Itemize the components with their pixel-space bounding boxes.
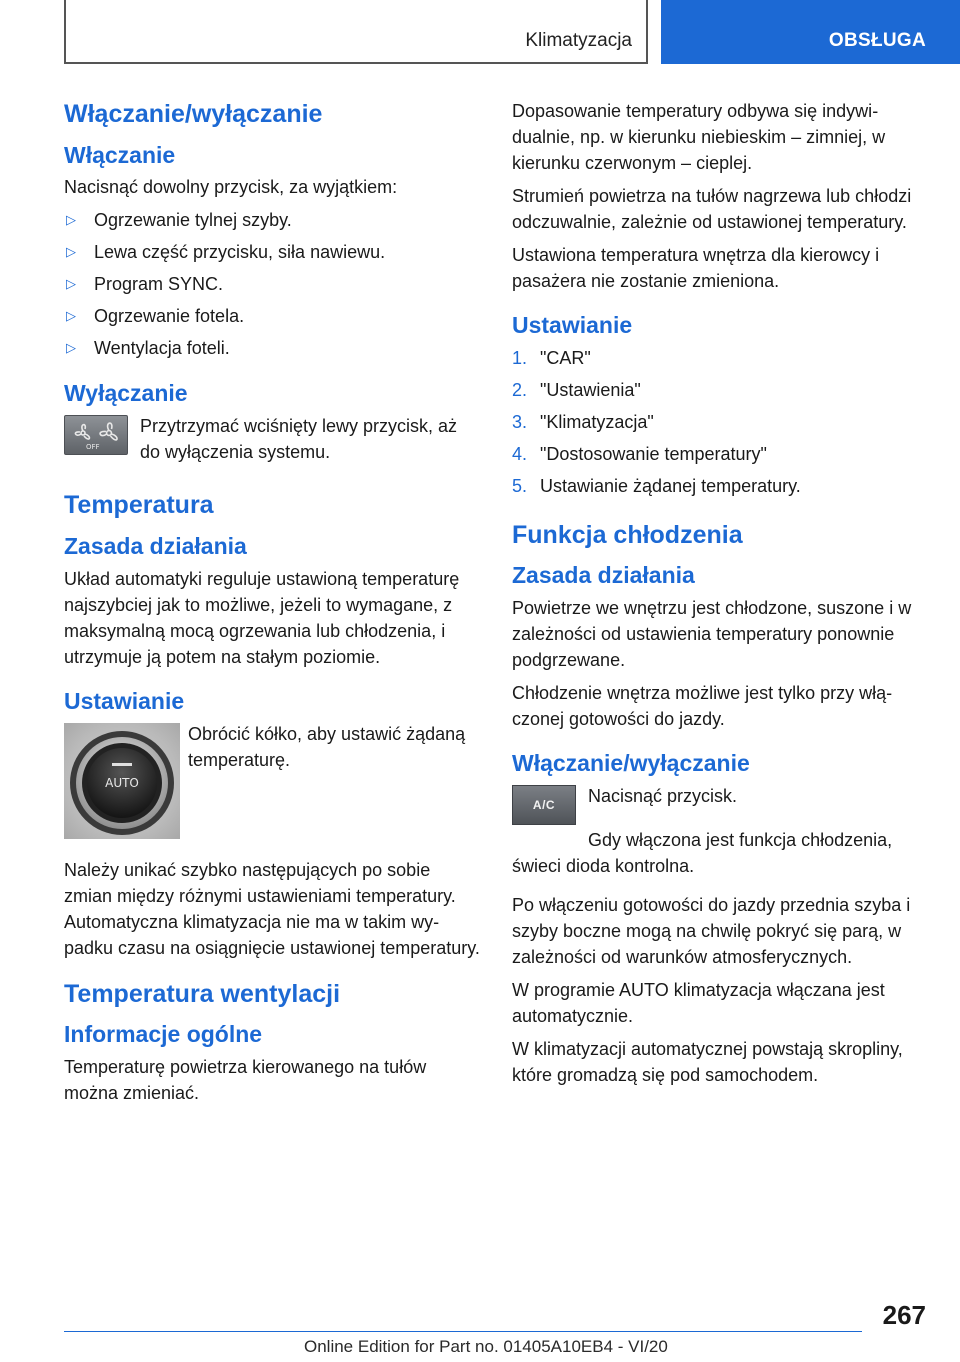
text-press: Nacisnąć przycisk. (588, 786, 738, 807)
header-section: OBSŁUGA (828, 30, 926, 51)
ac-icon: A/C (532, 798, 556, 813)
off-instruction (64, 413, 480, 465)
list-item: ▷ Wentylacja foteli. (64, 335, 480, 361)
list-item: ▷ Ogrzewanie fotela. (64, 303, 480, 329)
setting-instruction (64, 721, 480, 839)
heading-cooling: Funkcja chłodzenia (512, 520, 743, 549)
heading-onoff: Włączanie/wyłączanie (64, 100, 323, 128)
ac-button-image (512, 785, 576, 825)
heading-off: Wyłączanie (64, 380, 188, 407)
text-cooling-principle: Powietrze we wnętrzu jest chłodzone, suszone i w zależności od ustawienia temperatury ponownie podgrzewane. (512, 598, 912, 671)
footer-edition: Online Edition for Part no. 01405A10EB4 - VI/20 (304, 1337, 668, 1356)
text-principle: Układ automatyki reguluje ustawioną temperaturę najszybciej jak to możliwe, jeżeli to wymagane, z maksymalną mocą ogrzewania lub chłodzenia, i utrzymuje ją potem na stałym poziomie. (64, 568, 460, 667)
heading-general: Informacje ogólne (64, 1021, 263, 1048)
triangle-bullet-icon: ▷ (66, 212, 76, 228)
text-stream: Strumień powietrza na tułów nagrzewa lub chłodzi odczuwalnie, zależnie od ustawionej temperatury. (512, 186, 912, 232)
heading-temperature: Temperatura (64, 491, 214, 520)
heading-cooling-onoff: Włączanie/wyłączanie (512, 750, 750, 777)
fan-off-icon (66, 418, 126, 452)
text-adjust: Dopasowanie temperatury odbywa się indywidualnie, np. w kierunku niebieskim – zimniej, w kierunku czerwonym – cieplej. (512, 101, 886, 173)
list-item: 4. "Dostosowanie temperatury" (512, 443, 767, 464)
list-item: ▷ Ogrzewanie tylnej szyby. (64, 207, 480, 233)
text-avoid: Należy unikać szybko następujących po sobie zmian między różnymi ustawieniami temperatury. Automatyczna klimatyzacja nie ma w takim wypadku czasu na osiągnięcie ustawionej temperatury. (64, 859, 480, 958)
heading-cooling-principle: Zasada działania (512, 562, 695, 589)
list-item: 1. "CAR" (512, 347, 591, 368)
triangle-bullet-icon: ▷ (66, 276, 76, 292)
temperature-knob-image (64, 723, 180, 839)
text-general: Temperaturę powietrza kierowanego na tułów można zmieniać. (64, 1056, 427, 1103)
left-column (64, 98, 480, 1113)
fan-off-button-image (64, 415, 128, 455)
svg-text:OFF: OFF (86, 443, 100, 452)
header-title: Klimatyzacja (525, 30, 632, 51)
text-led: Gdy włączona jest funkcja chłodzenia, świeci dioda kontrolna. (512, 830, 893, 877)
heading-principle: Zasada działania (64, 532, 247, 559)
header-section-tab (661, 0, 960, 64)
right-column (512, 98, 930, 1095)
heading-on: Włączanie (64, 141, 176, 168)
svg-text:AUTO: AUTO (105, 775, 139, 790)
text-fog: Po włączeniu gotowości do jazdy przednia szyba i szyby boczne mogą na chwilę pokryć się parą, w zależności od warunków atmosferycznych. (512, 895, 911, 968)
triangle-bullet-icon: ▷ (66, 308, 76, 324)
list-item: ▷ Lewa część przycisku, siła nawiewu. (64, 239, 480, 265)
heading-vent-temperature: Temperatura wentylacji (64, 979, 341, 1008)
exceptions-list (64, 207, 480, 361)
text-condensate: W klimatyzacji automatycznej powstają skropliny, które gromadzą się pod samochodem. (512, 1039, 903, 1086)
list-item: 3. "Klimatyzacja" (512, 411, 654, 432)
text-cooling-possible: Chłodzenie wnętrza możliwe jest tylko przy włączonej gotowości do jazdy. (512, 683, 893, 730)
page-number: 267 (882, 1300, 926, 1330)
text-set-temp: Ustawiona temperatura wnętrza dla kierowcy i pasażera nie zostanie zmieniona. (512, 245, 880, 291)
triangle-bullet-icon: ▷ (66, 244, 76, 260)
setting-steps-list (512, 345, 930, 499)
header-title-box (64, 0, 648, 64)
heading-setting-steps: Ustawianie (512, 312, 633, 338)
footer-divider (64, 1331, 862, 1332)
ac-instruction (512, 783, 930, 825)
triangle-bullet-icon: ▷ (66, 340, 76, 356)
text-off: Przytrzymać wciśnięty lewy przycisk, aż do wyłączenia systemu. (140, 416, 458, 463)
text-on: Nacisnąć dowolny przycisk, za wyjątkiem: (64, 177, 398, 198)
heading-setting: Ustawianie (64, 687, 185, 714)
text-setting: Obrócić kółko, aby ustawić żądaną temperaturę. (188, 723, 466, 770)
list-item: 2. "Ustawienia" (512, 379, 641, 400)
rotary-knob-icon (64, 723, 180, 839)
list-item: 5. Ustawianie żądanej temperatury. (512, 475, 801, 496)
list-item: ▷ Program SYNC. (64, 271, 480, 297)
text-auto: W programie AUTO klimatyzacja włączana jest automatycznie. (512, 980, 885, 1027)
